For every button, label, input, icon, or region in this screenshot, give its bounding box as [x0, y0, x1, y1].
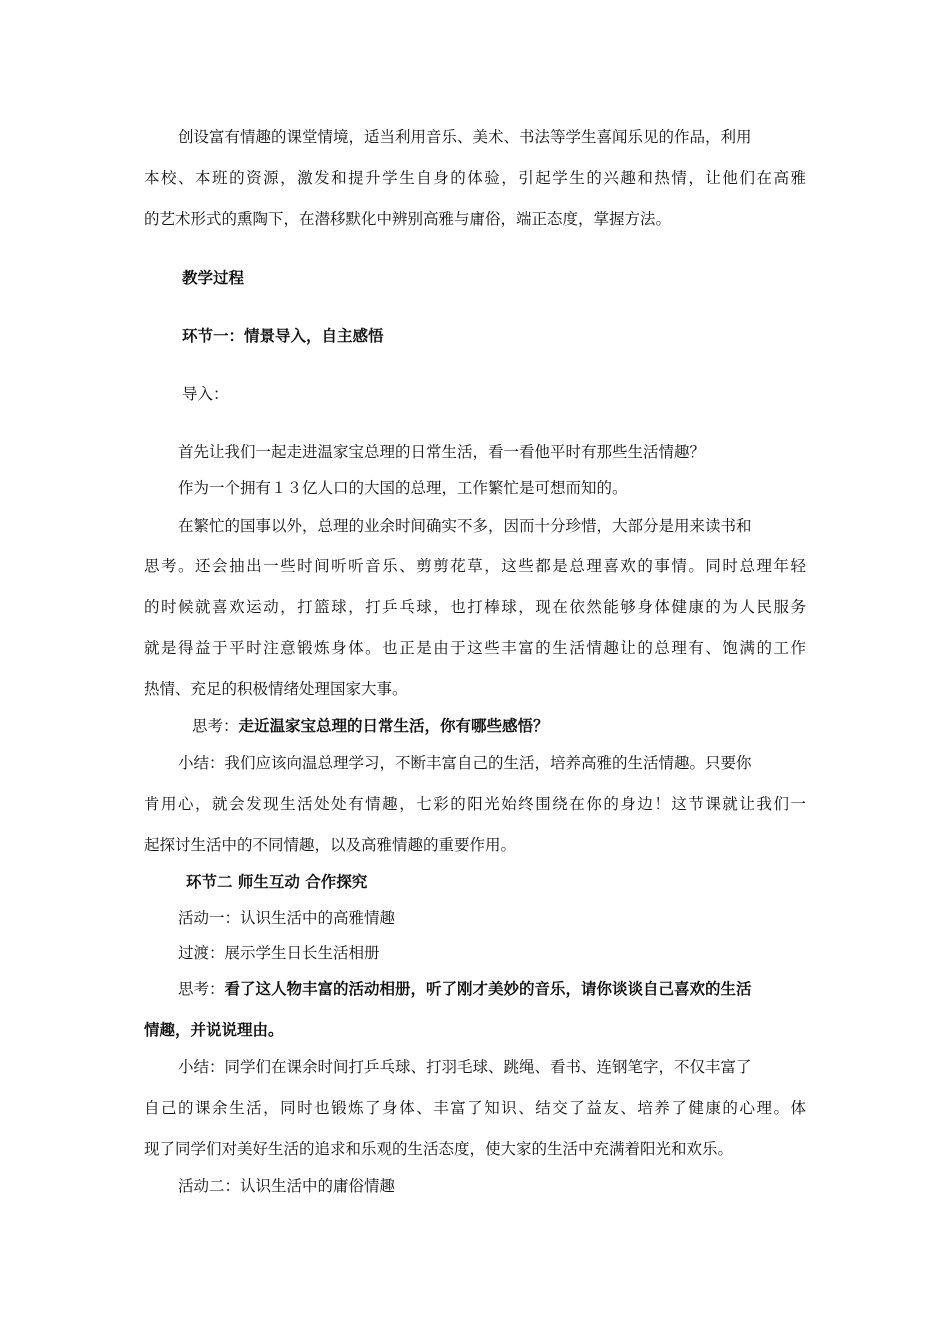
- summary-1-line-1: 小结：我们应该向温总理学习，不断丰富自己的生活，培养高雅的生活情趣。只要你: [178, 754, 752, 772]
- section-1-para-line-4: 就是得益于平时注意锻炼身体。也正是由于这些丰富的生活情趣让的总理有、饱满的工作: [144, 639, 806, 657]
- heading-teaching-process: 教学过程: [182, 269, 245, 287]
- think-1-label: 思考：: [192, 717, 239, 735]
- activity-1: 活动一：认识生活中的高雅情趣: [178, 909, 396, 927]
- transition-line: 过渡：展示学生日长生活相册: [178, 944, 380, 962]
- section-2-title: 环节二 师生互动 合作探究: [186, 873, 368, 891]
- think-2-label: 思考：: [178, 980, 225, 998]
- section-1-line-2: 作为一个拥有１３亿人口的大国的总理，工作繁忙是可想而知的。: [178, 479, 628, 497]
- summary-2-line-3: 现了同学们对美好生活的追求和乐观的生活态度，使大家的生活中充满着阳光和欢乐。: [144, 1140, 734, 1158]
- section-1-title: 环节一：情景导入，自主感悟: [182, 327, 384, 345]
- intro-line-2: 本校、本班的资源，激发和提升学生自身的体验，引起学生的兴趣和热情，让他们在高雅: [144, 169, 806, 187]
- section-1-para-line-3: 的时候就喜欢运动，打篮球，打乒乓球，也打棒球，现在依然能够身体健康的为人民服务: [144, 598, 806, 616]
- summary-1-line-3: 起探讨生活中的不同情趣，以及高雅情趣的重要作用。: [144, 836, 517, 854]
- think-2-question-line-1: 看了这人物丰富的活动相册，听了刚才美妙的音乐，请你谈谈自己喜欢的生活: [224, 980, 752, 998]
- think-2-row: [178, 979, 752, 999]
- lead-in-label: 导入：: [182, 385, 229, 403]
- think-1-row: [192, 716, 549, 736]
- section-1-line-1: 首先让我们一起走进温家宝总理的日常生活，看一看他平时有那些生活情趣？: [178, 443, 706, 461]
- section-1-para-line-2: 思考。还会抽出一些时间听听音乐、剪剪花草，这些都是总理喜欢的事情。同时总理年轻: [144, 557, 806, 575]
- summary-1-line-2: 肯用心，就会发现生活处处有情趣，七彩的阳光始终围绕在你的身边！这节课就让我们一: [144, 795, 806, 813]
- summary-2-line-1: 小结：同学们在课余时间打乒乓球、打羽毛球、跳绳、看书、连钢笔字，不仅丰富了: [178, 1058, 752, 1076]
- activity-2: 活动二：认识生活中的庸俗情趣: [178, 1177, 396, 1195]
- intro-line-3: 的艺术形式的熏陶下，在潜移默化中辨别高雅与庸俗，端正态度，掌握方法。: [144, 210, 672, 228]
- think-1-question: 走近温家宝总理的日常生活，你有哪些感悟？: [238, 717, 549, 735]
- think-2-question-line-2: 情趣，并说说理由。: [144, 1021, 284, 1039]
- intro-line-1: 创设富有情趣的课堂情境，适当利用音乐、美术、书法等学生喜闻乐见的作品，利用: [178, 128, 752, 146]
- section-1-para-line-5: 热情、充足的积极情绪处理国家大事。: [144, 680, 408, 698]
- section-1-para-line-1: 在繁忙的国事以外，总理的业余时间确实不多，因而十分珍惜，大部分是用来读书和: [178, 517, 752, 535]
- summary-2-line-2: 自己的课余生活，同时也锻炼了身体、丰富了知识、结交了益友、培养了健康的心理。体: [144, 1099, 806, 1117]
